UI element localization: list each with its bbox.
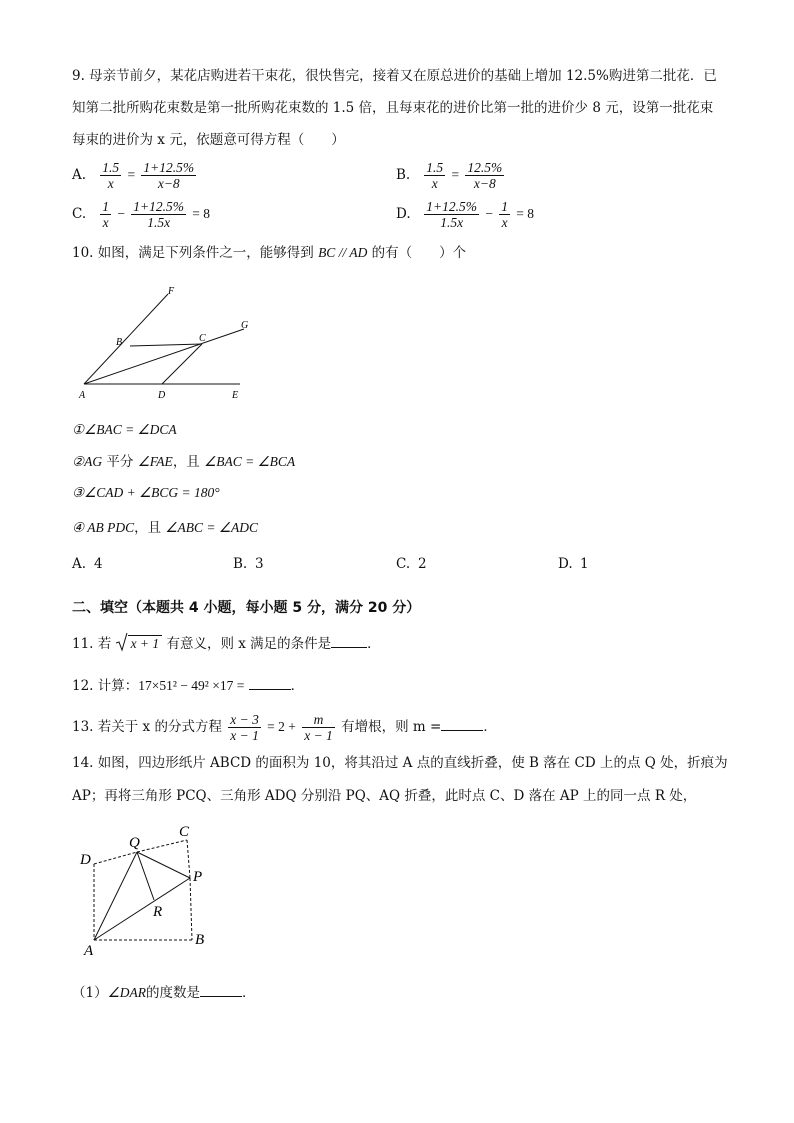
q9-line2: 知第二批所购花束数是第一批所购花束数的 1.5 倍，且每束花的进价比第一批的进价少 8 元，设第一批花束 (72, 100, 714, 116)
edge-pb (190, 878, 192, 940)
q11: 11. 若 x + 1 有意义，则 x 满足的条件是 ． (72, 634, 381, 654)
sqrt-expression: x + 1 (116, 634, 163, 654)
q14-figure (72, 818, 222, 960)
label-b: B (195, 932, 205, 948)
q10-stem: 10. 如图，满足下列条件之一，能够得到 BC // AD 的有（ ）个 (72, 245, 467, 261)
q14-line2: AP；再将三角形 PCQ、三角形 ADQ 分别沿 PQ、AQ 折叠，此时点 C、D 落在 AP 上的同一点 R 处， (72, 788, 697, 804)
q9-option-c[interactable]: C. $\frac{1}{x}$ − $\frac{1+12.5\%}{1.5x}$ = 8 (72, 199, 211, 230)
label-q: Q (129, 835, 140, 851)
edge-dq (94, 852, 137, 864)
q12-answer-blank[interactable] (249, 677, 291, 690)
q10-condition-1: ①∠BAC = ∠DCA (72, 422, 177, 437)
q10-figure (72, 280, 262, 405)
q9-line1: 9. 母亲节前夕，某花店购进若干束花，很快售完，接着又在原总进价的基础上增加 12.5%购进第二批花．已 (72, 68, 717, 84)
q13-answer-blank[interactable] (441, 718, 483, 731)
q10-option-d[interactable]: D. 1 (558, 556, 589, 572)
q10-option-b[interactable]: B. 3 (233, 556, 264, 572)
segment-bc (130, 344, 202, 346)
q14-sub1-answer-blank[interactable] (200, 984, 242, 997)
label-c: C (179, 824, 190, 840)
fold-aq (94, 852, 137, 940)
q13: 13. 若关于 x 的分式方程 $\frac{x - 3}{x - 1}$ = 2 + $\frac{m}{x - 1}$ 有增根，则 m = ． (72, 712, 497, 743)
line-ag (84, 329, 244, 384)
q9-option-d[interactable]: D. $\frac{1+12.5\%}{1.5x}$ − $\frac{1}{x}$ = 8 (396, 199, 535, 230)
label-g: G (241, 320, 249, 331)
q14-line1: 14. 如图，四边形纸片 ABCD 的面积为 10，将其沿过 A 点的直线折叠，使 B 落在 CD 上的点 Q 处，折痕为 (72, 755, 728, 771)
label-e: E (232, 390, 239, 401)
q10-condition-4: ④ AB PDC，且 ∠ABC = ∠ADC (72, 520, 258, 536)
label-d: D (158, 390, 166, 401)
label-b: B (116, 337, 123, 348)
q12: 12. 计算：17×51² − 49² ×17 = ． (72, 678, 305, 694)
label-d: D (80, 852, 91, 868)
label-f: F (168, 286, 175, 297)
radical-sign (116, 632, 128, 652)
label-r: R (153, 904, 163, 920)
edge-qc (137, 840, 187, 852)
fold-ap (94, 878, 190, 940)
label-a: A (84, 943, 94, 959)
label-p: P (193, 869, 203, 885)
label-c: C (199, 333, 206, 344)
q14-sub1: （1）∠DAR的度数是 ． (72, 985, 256, 1001)
edge-cp (187, 840, 190, 878)
q11-answer-blank[interactable] (331, 635, 367, 648)
q10-option-a[interactable]: A. 4 (72, 556, 103, 572)
line-af (84, 294, 168, 384)
q9-option-a[interactable]: A. $\frac{1.5}{x}$ = $\frac{1+12.5\%}{x-8}$ (72, 160, 195, 191)
q10-condition-2: ②AG 平分 ∠FAE，且 ∠BAC = ∠BCA (72, 454, 296, 470)
label-a: A (79, 390, 86, 401)
section-2-title: 二、填空（本题共 4 小题，每小题 5 分，满分 20 分） (72, 600, 421, 616)
q9-option-b[interactable]: B. $\frac{1.5}{x}$ = $\frac{12.5\%}{x-8}$ (396, 160, 503, 191)
q9-line3: 每束的进价为 x 元，依题意可得方程（ ） (72, 132, 345, 148)
q10-option-c[interactable]: C. 2 (396, 556, 427, 572)
q10-condition-3: ③∠CAD + ∠BCG = 180° (72, 485, 220, 500)
